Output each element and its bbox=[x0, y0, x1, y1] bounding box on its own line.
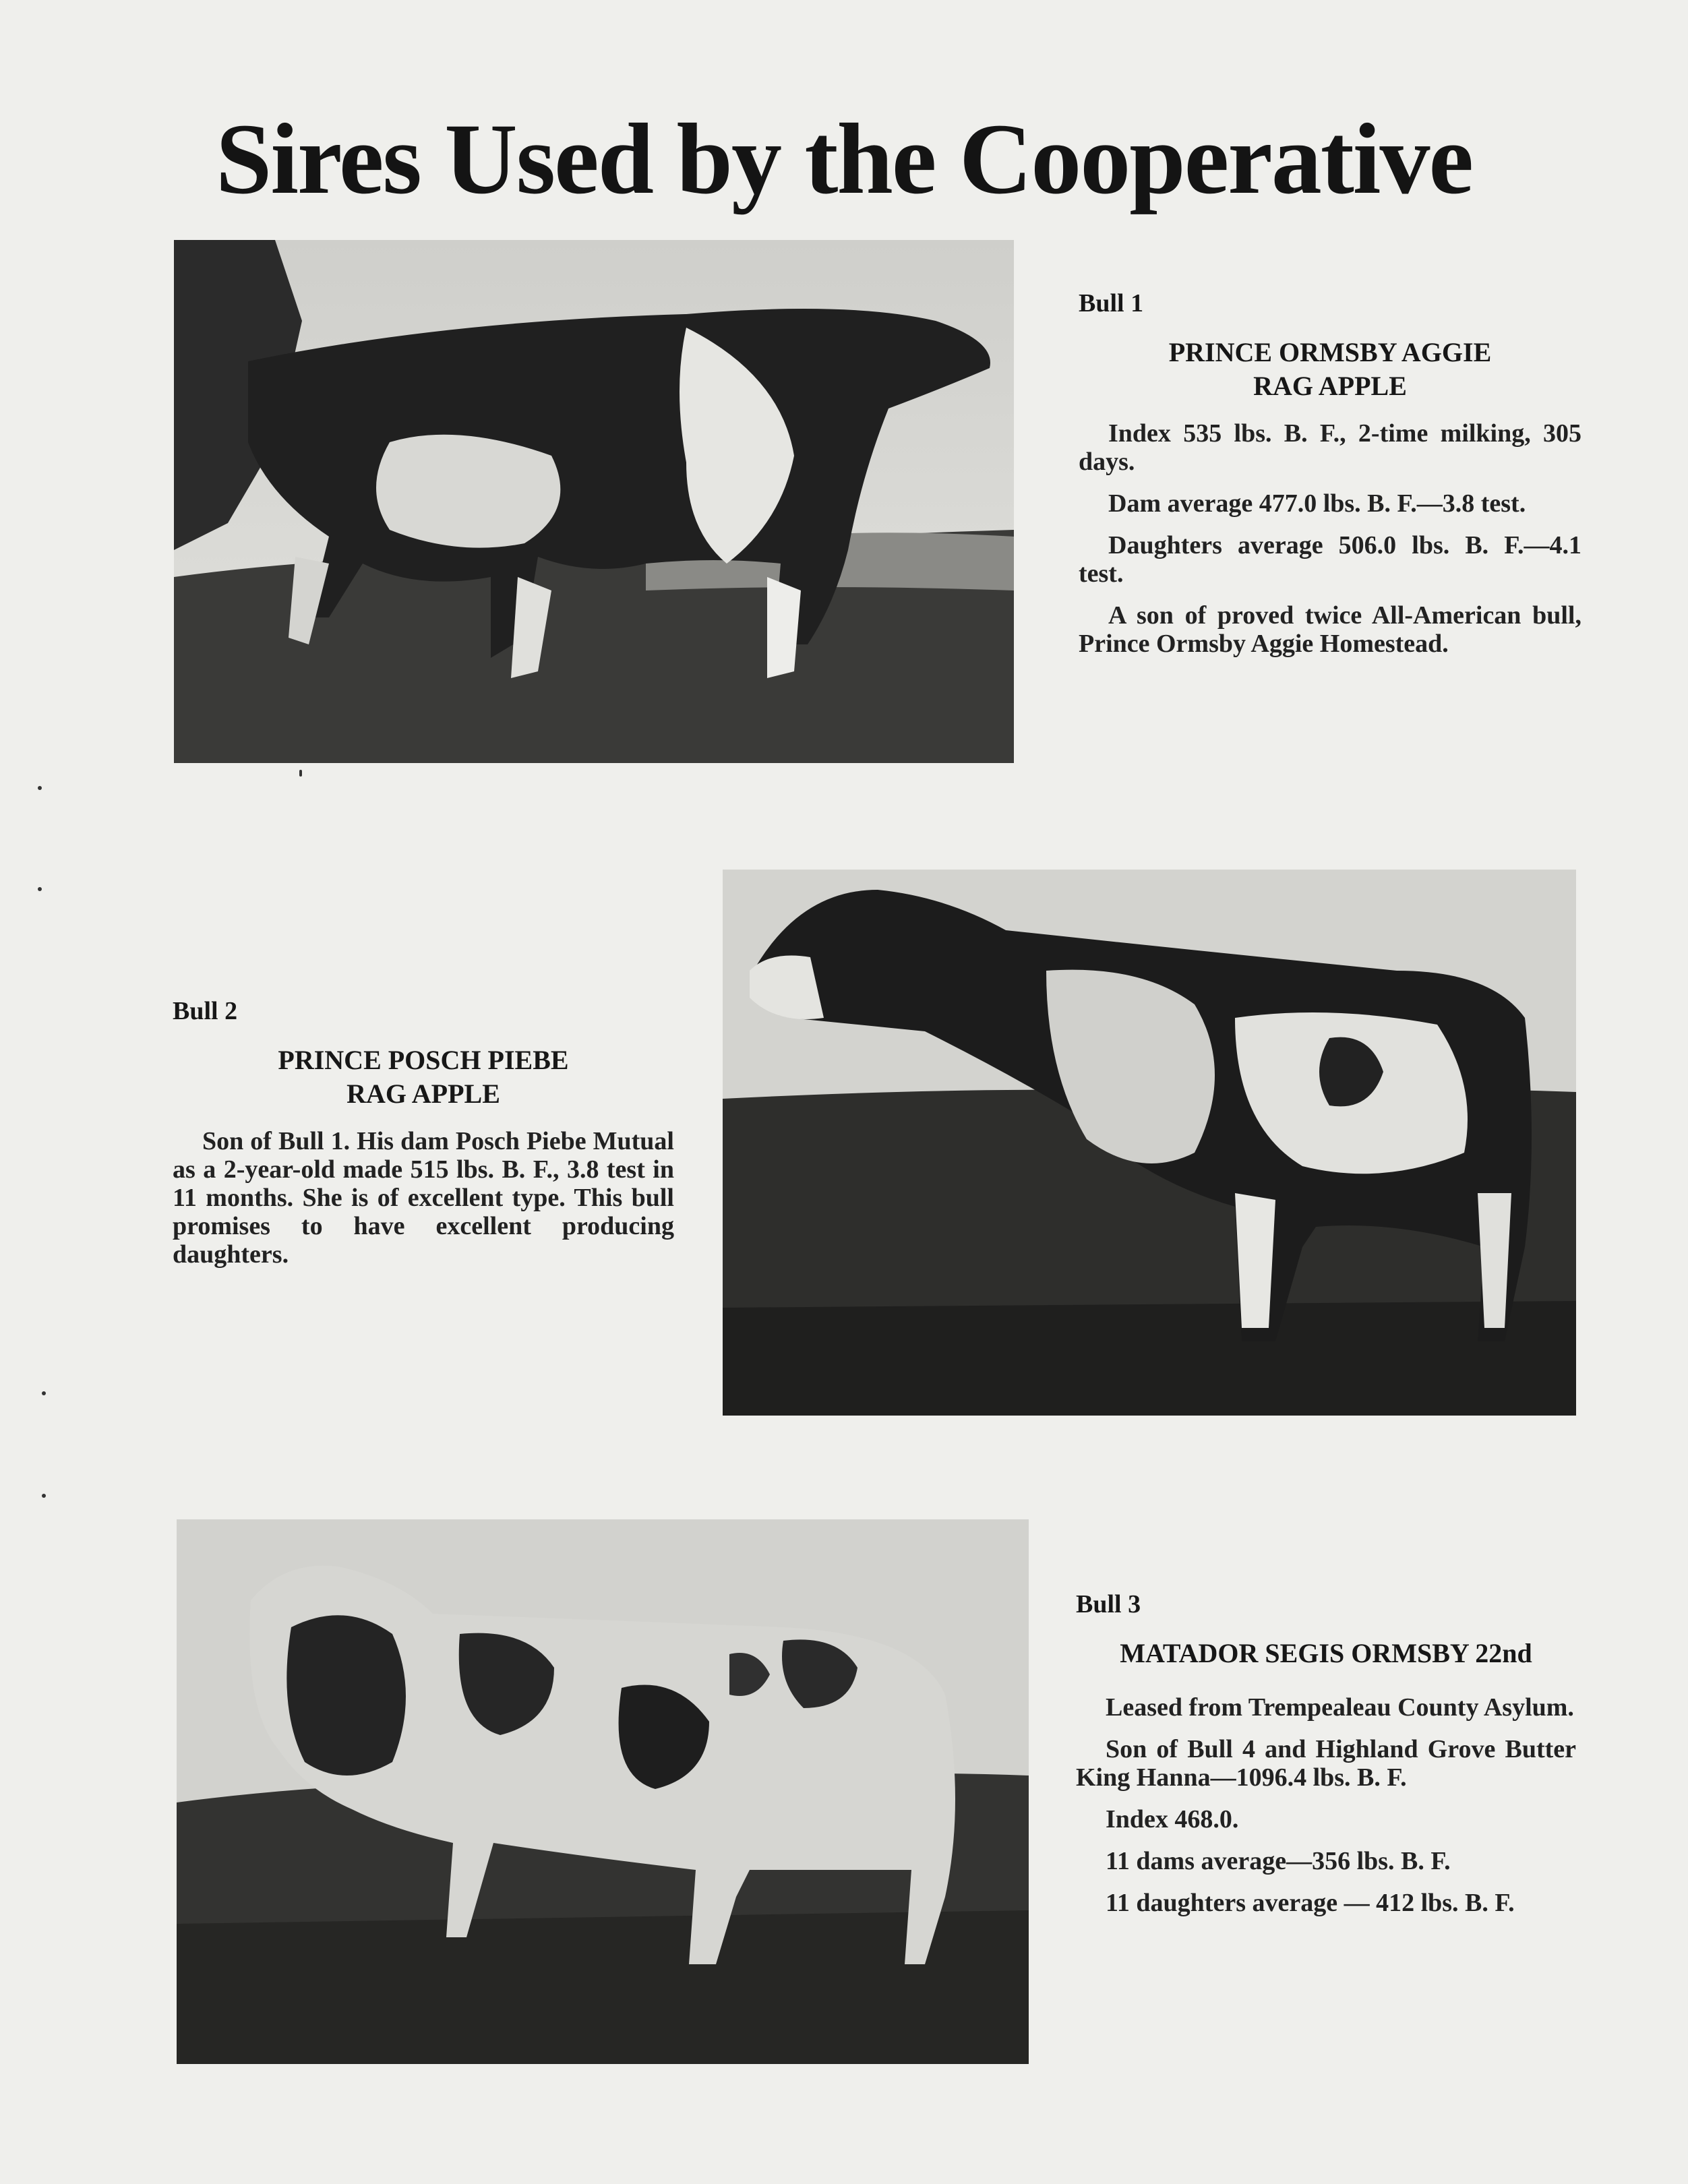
bull-1-sire-note: A son of proved twice All-American bull, Prince Ormsby Aggie Homestead. bbox=[1079, 601, 1581, 658]
bull-3-dams: 11 dams average—356 lbs. B. F. bbox=[1106, 1847, 1451, 1875]
bull-2-label: Bull 2 bbox=[173, 997, 238, 1025]
bull-1-label: Bull 1 bbox=[1079, 289, 1144, 317]
page-title: Sires Used by the Cooperative bbox=[215, 103, 1473, 215]
bull-3-photo bbox=[177, 1519, 1029, 2064]
bull-2-description: Son of Bull 1. His dam Posch Piebe Mutual as a 2-year-old made 515 lbs. B. F., 3.8 test in 11 months. She is of excellent type. This bull promises to have excellent producing daughters. bbox=[173, 1127, 674, 1269]
bull-3-name: MATADOR SEGIS ORMSBY 22nd bbox=[1120, 1638, 1532, 1668]
bull-1-name: PRINCE ORMSBY AGGIE RAG APPLE bbox=[1168, 337, 1492, 401]
bull-3-caption bbox=[1076, 1589, 1576, 1931]
bull-1-photo bbox=[174, 240, 1014, 763]
bull-1-index: Index 535 lbs. B. F., 2-time milking, 305 days. bbox=[1079, 419, 1581, 476]
scan-speck bbox=[42, 1391, 46, 1395]
bull-2-photo bbox=[723, 870, 1576, 1416]
bull-1-dam: Dam average 477.0 lbs. B. F.—3.8 test. bbox=[1108, 489, 1526, 518]
scan-speck bbox=[38, 887, 42, 891]
bull-3-lease: Leased from Trempealeau County Asylum. bbox=[1106, 1693, 1574, 1722]
bull-1-caption bbox=[1079, 289, 1581, 671]
scan-speck bbox=[42, 1494, 46, 1498]
bull-2-caption bbox=[173, 996, 674, 1282]
bull-3-parentage: Son of Bull 4 and Highland Grove Butter King Hanna—1096.4 lbs. B. F. bbox=[1076, 1735, 1576, 1792]
scan-speck bbox=[38, 786, 42, 790]
bull-3-index: Index 468.0. bbox=[1106, 1805, 1239, 1833]
bull-2-name: PRINCE POSCH PIEBE RAG APPLE bbox=[278, 1045, 569, 1109]
bull-3-daughters: 11 daughters average — 412 lbs. B. F. bbox=[1106, 1889, 1515, 1917]
scan-speck bbox=[299, 770, 302, 777]
bull-3-label: Bull 3 bbox=[1076, 1590, 1141, 1618]
bull-1-daughters: Daughters average 506.0 lbs. B. F.—4.1 test. bbox=[1079, 531, 1581, 588]
